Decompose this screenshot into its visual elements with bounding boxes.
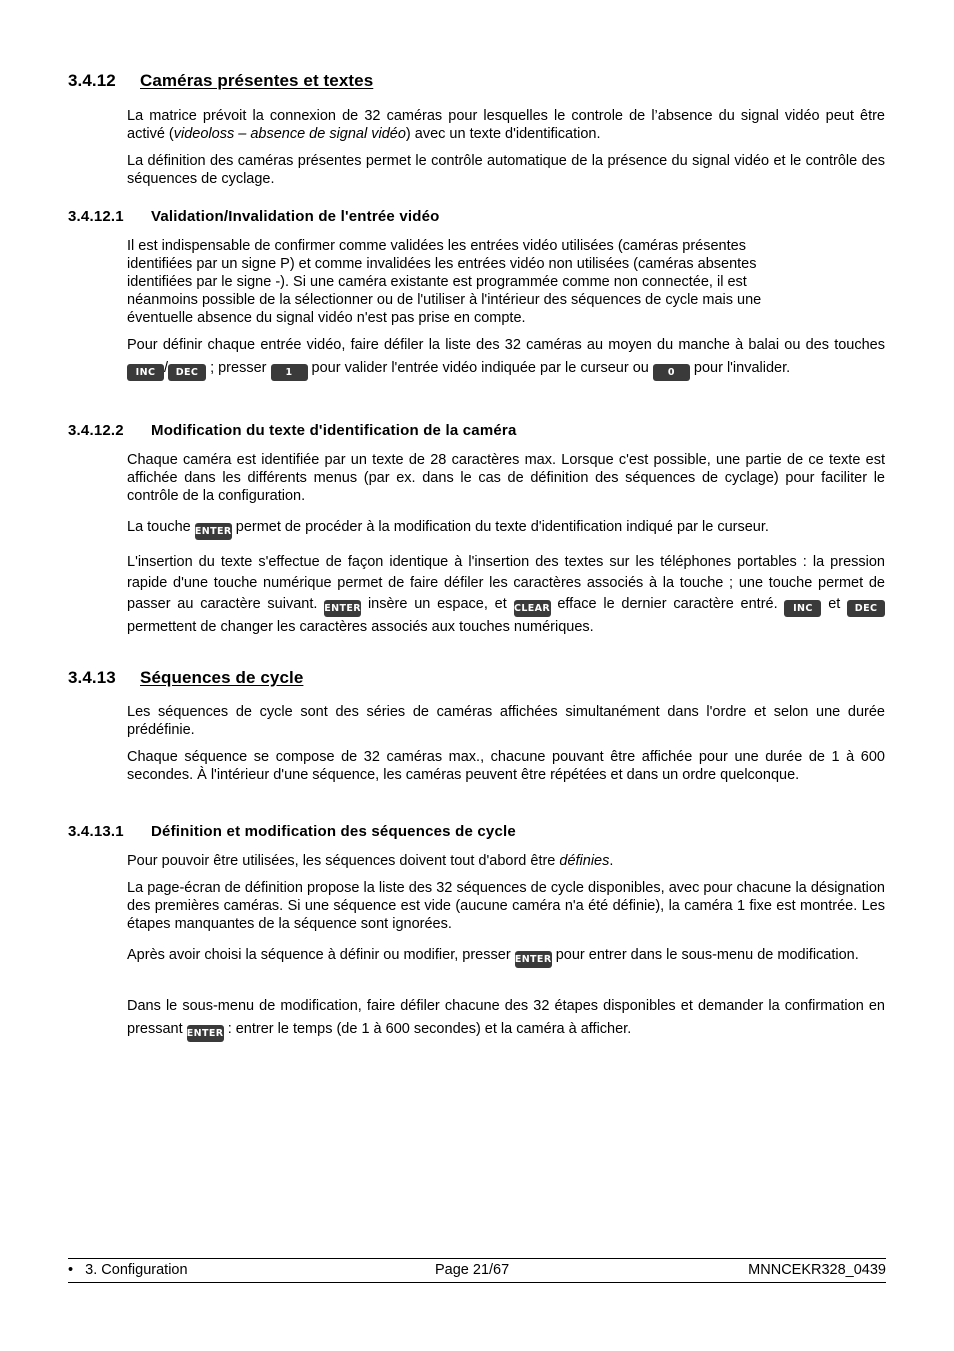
footer-section: • 3. Configuration xyxy=(68,1262,188,1278)
footer-document-code: MNNCEKR328_0439 xyxy=(748,1262,886,1278)
enter-key-icon: ENTER xyxy=(195,523,232,540)
enter-key-icon: ENTER xyxy=(187,1025,224,1042)
dec-key-icon: DEC xyxy=(168,364,206,381)
footer-bottom-rule xyxy=(68,1282,886,1283)
paragraph-validation: Il est indispensable de confirmer comme validées les entrées vidéo utilisées (caméras présentes identifiées par un signe P) et comme invalidées les entrées vidéo non utilisées (caméras absentes identifiées par le signe -). Si une caméra existante est programmée comme non connectée, il est néanmoins possible de la sélectionner ou de l'utiliser à l'intérieur des séquences de cycle mais une éventuelle absence du signal vidéo n'est pas prise en compte. xyxy=(127,238,762,326)
enter-key-icon: ENTER xyxy=(515,951,552,968)
paragraph-sequence-composition: Chaque séquence se compose de 32 caméras max., chacune pouvant être affichée pour une durée de 1 à 600 secondes. À l'intérieur d'une séquence, les caméras peuvent être répétées et dans un ordre quelconque. xyxy=(127,749,885,783)
paragraph-cameras-intro: La matrice prévoit la connexion de 32 caméras pour lesquelles le controle de l’absence du signal vidéo peut être activé (videoloss – absence de signal vidéo) avec un texte d'identification. xyxy=(127,108,885,142)
footer-top-rule xyxy=(68,1258,886,1259)
enter-key-icon: ENTER xyxy=(324,600,361,617)
paragraph-cycle-sequences: Les séquences de cycle sont des séries de caméras affichées simultanément dans l'ordre et selon une durée prédéfinie. xyxy=(127,704,885,738)
paragraph-cameras-definition: La définition des caméras présentes permet le contrôle automatique de la présence du signal vidéo et le contrôle des séquences de cyclage. xyxy=(127,153,885,187)
paragraph-sequences-defined: Pour pouvoir être utilisées, les séquences doivent tout d'abord être définies. xyxy=(127,853,614,869)
section-heading-3-4-12-2: 3.4.12.2 Modification du texte d'identification de la caméra xyxy=(68,422,517,439)
inc-key-icon: INC xyxy=(127,364,164,381)
paragraph-choose-sequence: Après avoir choisi la séquence à définir ou modifier, presser ENTER pour entrer dans le sous-menu de modification. xyxy=(127,944,885,968)
clear-key-icon: CLEAR xyxy=(514,600,551,617)
paragraph-text-insertion: L'insertion du texte s'effectue de façon identique à l'insertion des textes sur les téléphones portables : la pression rapide d'une touche numérique permet de faire défiler les caractères associés à la touche ; une touche permet de passer au caractère suivant. ENTER insère un espace, et CLEAR efface le dernier caractère entré. INC et DEC permettent de changer les caractères associés aux touches numériques. xyxy=(127,554,885,635)
section-heading-3-4-12: 3.4.12 Caméras présentes et textes xyxy=(68,71,374,90)
footer-page-number: Page 21/67 xyxy=(435,1262,510,1278)
section-heading-3-4-12-1: 3.4.12.1 Validation/Invalidation de l'entrée vidéo xyxy=(68,208,440,225)
inc-key-icon: INC xyxy=(784,600,821,617)
section-heading-3-4-13: 3.4.13 Séquences de cycle xyxy=(68,668,304,687)
paragraph-definition-screen: La page-écran de définition propose la liste des 32 séquences de cycle disponibles, avec pour chacune la désignation des premières caméras. Si une séquence est vide (aucune caméra n'a été définie), la caméra 1 fixe est montrée. Les étapes manquantes de la séquence sont ignorées. xyxy=(127,880,885,932)
paragraph-define-video-input: Pour définir chaque entrée vidéo, faire défiler la liste des 32 caméras au moyen du manche à balai ou des touches INC / DEC ; presser 1 pour valider l'entrée vidéo indiquée par le curseur ou 0 pour l'invalider. xyxy=(127,334,885,381)
paragraph-modification-submenu: Dans le sous-menu de modification, faire défiler chacune des 32 étapes disponibles et demander la confirmation en pressant ENTER : entrer le temps (de 1 à 600 secondes) et la caméra à afficher. xyxy=(127,995,885,1042)
paragraph-identification-text: Chaque caméra est identifiée par un texte de 28 caractères max. Lorsque c'est possible, une partie de ce texte est affichée dans les différents menus (par ex. dans le cas de définition des séquences de cyclage) pour faciliter le contrôle de la configuration. xyxy=(127,452,885,504)
paragraph-enter-key: La touche ENTER permet de procéder à la modification du texte d'identification indiqué par le curseur. xyxy=(127,518,885,540)
one-key-icon: 1 xyxy=(271,364,308,381)
section-heading-3-4-13-1: 3.4.13.1 Définition et modification des séquences de cycle xyxy=(68,823,516,840)
zero-key-icon: 0 xyxy=(653,364,690,381)
dec-key-icon: DEC xyxy=(847,600,885,617)
